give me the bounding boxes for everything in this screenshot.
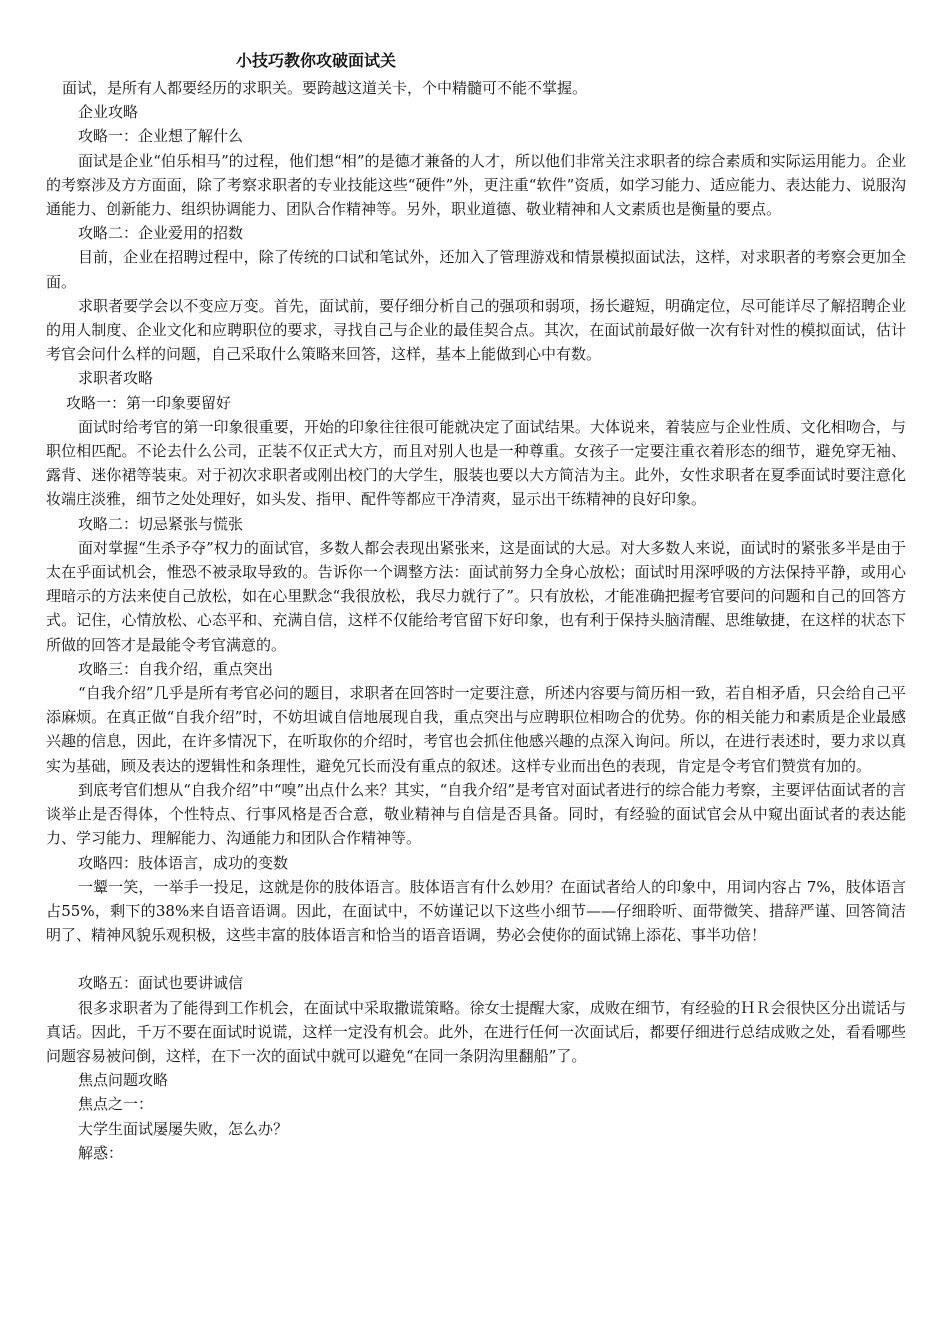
body-paragraph: 目前，企业在招聘过程中，除了传统的口试和笔试外，还加入了管理游戏和情景模拟面试法，这样，对求职者的考察会更加全面。	[46, 248, 906, 291]
document-page	[46, 48, 906, 1165]
strategy-heading: 攻略五：面试也要讲诚信	[78, 974, 244, 993]
section-heading-seeker: 求职者攻略	[78, 369, 154, 388]
body-paragraph: 很多求职者为了能得到工作机会，在面试中采取撒谎策略。徐女士提醒大家，成败在细节，有经验的ＨＲ会很快区分出谎话与真话。因此，千万不要在面试时说谎，这样一定没有机会。此外，在进行任何一次面试后，都要仔细进行总结成败之处，看看哪些问题容易被问倒，这样，在下一次的面试中就可以避免“在同一条阴沟里翻船”了。	[46, 998, 906, 1065]
body-paragraph: 求职者要学会以不变应万变。首先，面试前，要仔细分析自己的强项和弱项，扬长避短，明确定位，尽可能详尽了解招聘企业的用人制度、企业文化和应聘职位的要求，寻找自己与企业的最佳契合点。其次，在面试前最好做一次有针对性的模拟面试，估计考官会问什么样的问题，自己采取什么策略来回答，这样，基本上能做到心中有数。	[46, 296, 906, 364]
strategy-heading: 攻略一：第一印象要留好	[66, 393, 232, 412]
blank-line	[46, 947, 906, 971]
body-paragraph: 面对掌握“生杀予夺”权力的面试官，多数人都会表现出紧张来，这是面试的大忌。对大多数人来说，面试时的紧张多半是由于太在乎面试机会，惟恐不被录取导致的。告诉你一个调整方法：面试前努力全身心放松；面试时用深呼吸的方法保持平静，或用心理暗示的方法来使自己放松，如在心里默念“我很放松，我尽力就行了”。只有放松，才能准确把握考官要问的问题和自己的回答方式。记住，心情放松、心态平和、充满自信，这样不仅能给考官留下好印象，也有利于保持头脑清醒、思维敏捷，在这样的状态下所做的回答才是最能令考官满意的。	[46, 538, 906, 654]
focus-question: 大学生面试屡屡失败，怎么办？	[78, 1119, 289, 1138]
intro-paragraph: 面试，是所有人都要经历的求职关。要跨越这道关卡，个中精髓可不能不掌握。	[62, 79, 588, 97]
body-paragraph: “自我介绍”几乎是所有考官必问的题目，求职者在回答时一定要注意，所述内容要与简历相一致，若自相矛盾，只会给自己平添麻烦。在真正做“自我介绍”时，不妨坦诚自信地展现自我，重点突出与应聘职位相吻合的优势。你的相关能力和素质是企业最感兴趣的信息，因此，在许多情况下，在听取你的介绍时，考官也会抓住他感兴趣的点深入询问。所以，在进行表述时，要力求以真实为基础，顾及表达的逻辑性和条理性，避免冗长而没有重点的叙述。这样专业而出色的表现，肯定是令考官们赞赏有加的。	[46, 684, 906, 775]
section-heading-company: 企业攻略	[78, 103, 139, 122]
strategy-heading: 攻略三：自我介绍，重点突出	[78, 659, 274, 678]
page-title: 小技巧教你攻破面试关	[236, 51, 397, 70]
body-paragraph: 一颦一笑，一举手一投足，这就是你的肢体语言。肢体语言有什么妙用？在面试者给人的印象中，用词内容占 7%，肢体语言占55%，剩下的38%来自语音语调。因此，在面试中，不妨谨记以下这些小细节——仔细聆听、面带微笑、措辞严谨、回答简洁明了、精神风貌乐观积极，这些丰富的肢体语言和恰当的语音语调，势必会使你的面试锦上添花、事半功倍！	[46, 877, 906, 945]
focus-label: 焦点之一：	[78, 1095, 154, 1114]
strategy-heading: 攻略二：切忌紧张与慌张	[78, 514, 244, 533]
strategy-heading: 攻略二：企业爱用的招数	[78, 224, 244, 243]
section-heading-focus: 焦点问题攻略	[78, 1071, 169, 1090]
strategy-heading: 攻略四：肢体语言，成功的变数	[78, 853, 289, 872]
focus-answer-label: 解惑：	[78, 1143, 124, 1162]
body-paragraph: 面试是企业“伯乐相马”的过程，他们想“相”的是德才兼备的人才，所以他们非常关注求职者的综合素质和实际运用能力。企业的考察涉及方方面面，除了考察求职者的专业技能这些“硬件”外，更注重“软件”资质，如学习能力、适应能力、表达能力、说服沟通能力、创新能力、组织协调能力、团队合作精神等。另外，职业道德、敬业精神和人文素质也是衡量的要点。	[46, 151, 906, 219]
body-paragraph: 面试时给考官的第一印象很重要，开始的印象往往很可能就决定了面试结果。大体说来，着装应与企业性质、文化相吻合，与职位相匹配。不论去什么公司，正装不仅正式大方，而且对别人也是一种尊重。女孩子一定要注重衣着形态的细节，避免穿无袖、露背、迷你裙等装束。对于初次求职者或刚出校门的大学生，服装也要以大方简洁为主。此外，女性求职者在夏季面试时要注意化妆端庄淡雅，细节之处处理好，如头发、指甲、配件等都应干净清爽，显示出干练精神的良好印象。	[46, 417, 906, 509]
strategy-heading: 攻略一：企业想了解什么	[78, 127, 244, 146]
body-paragraph: 到底考官们想从“自我介绍”中“嗅”出点什么来？其实，“自我介绍”是考官对面试者进行的综合能力考察，主要评估面试者的言谈举止是否得体，个性特点、行事风格是否合意，敬业精神与自信是否具备。同时，有经验的面试官会从中窥出面试者的表达能力、学习能力、理解能力、沟通能力和团队合作精神等。	[46, 780, 906, 848]
